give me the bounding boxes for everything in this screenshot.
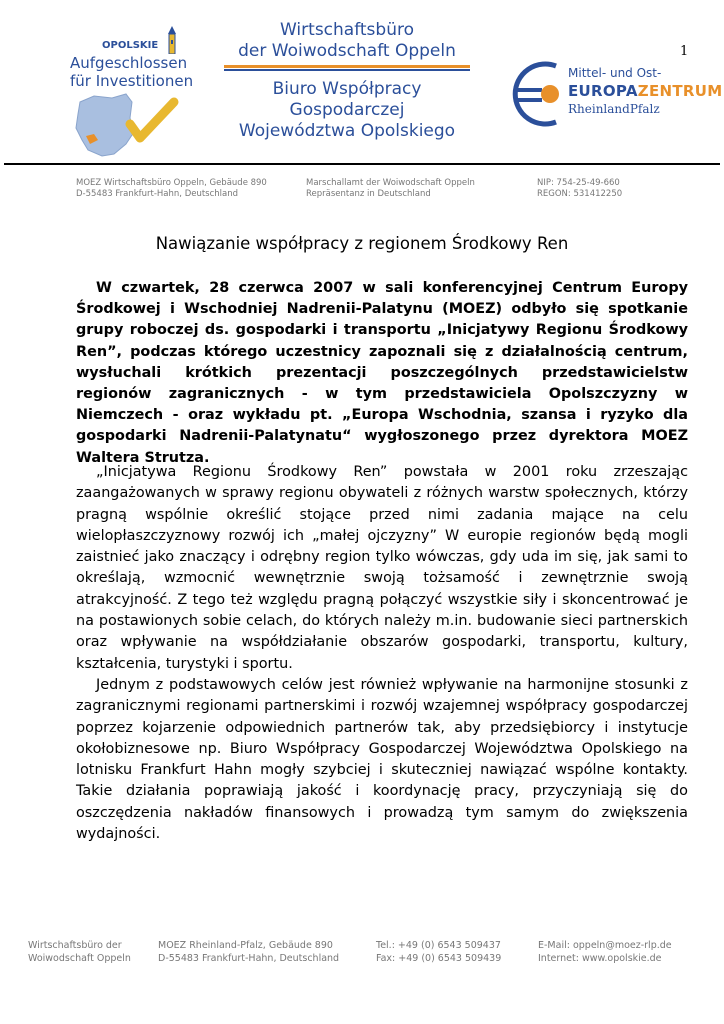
footer-line: Woiwodschaft Oppeln [28,952,131,964]
page-number: 1 [680,44,689,59]
header-address-line: Repräsentanz in Deutschland [306,189,431,199]
office-title-line-3: Biuro Współpracy Gospodarczej [272,79,422,120]
opolskie-tagline [70,54,230,90]
header-address-line: MOEZ Wirtschaftsbüro Oppeln, Gebäude 890 [76,178,267,188]
opolskie-logo [60,20,220,160]
body-paragraph-2: Jednym z podstawowych celów jest również wpływanie na harmonijne stosunki z zagranicznymi regionami partnerskimi i rozwój wzajemnej współpracy gospodarczej poprzez kojarzenie odpowiednich partnerów tak, aby przedsiębiorcy i instytucje okołobiznesowe np. Biuro Współpracy Gospodarczej Województwa Opolskiego na lotnisku Frankfurt Hahn mogły szybciej i skuteczniej nawiązać wspólne kontakty. Takie działania poprawiają jakość i koordynację pracy, przyczyniają się do oszczędzenia nakładów finansowych i prowadzą tym samym do zwiększenia wydajności. [76,676,688,843]
zentrum-word: ZENTRUM [637,82,723,100]
header-address-col-2 [306,178,475,200]
footer-line: Tel.: +49 (0) 6543 509437 [376,940,501,951]
footer-line: D-55483 Frankfurt-Hahn, Deutschland [158,952,340,964]
header-address-line: NIP: 754-25-49-660 [537,178,620,188]
office-title-line-4: Województwa Opolskiego [238,121,456,141]
lead-paragraph: W czwartek, 28 czerwca 2007 w sali konferencyjnej Centrum Europy Środkowej i Wschodniej Nadrenii-Palatynu (MOEZ) odbyło się spotkanie grupy roboczej ds. gospodarki i transportu „Inicjatywy Regionu Środkowy Ren”, podczas którego uczestnicy zapoznali się z działalnością centrum, wysłuchali krótkich prezentacji poszczególnych przedstawicielstw regionów zagranicznych - w tym przedstawiciela Opolszczyzny w Niemczech - oraz wykładu pt. „Europa Wschodnia, szansa i ryzyko dla gospodarki Nadrenii-Palatynatu“ wygłoszonego przez dyrektora MOEZ Waltera Strutza. [76,280,688,466]
footer-col-1 [28,940,131,965]
opolskie-brand: OPOLSKIE [102,40,159,51]
orange-divider [224,65,470,68]
header-address-line: REGON: 531412250 [537,189,623,199]
footer-website: Internet: www.opolskie.de [538,952,662,964]
europazentrum-tag-2 [568,82,722,100]
header-address-col-3 [537,178,622,200]
euro-circle-icon [512,58,566,130]
tower-icon [166,26,178,54]
footer-line: Wirtschaftsbüro der [28,940,122,951]
tagline-line-2: für Investitionen [70,72,194,90]
footer-col-3 [376,940,501,965]
header-address-col-1 [76,178,267,200]
header-divider [4,163,720,165]
footer-col-2 [158,940,339,965]
footer-email: E-Mail: oppeln@moez-rlp.de [538,940,672,951]
poland-map-icon [74,92,184,160]
europazentrum-tag-3: RheinlandPfalz [568,102,660,116]
europazentrum-logo [512,58,723,130]
document-title: Nawiązanie współpracy z regionem Środkowy Ren [155,234,569,253]
blue-divider [224,69,470,71]
europa-word: EUROPA [568,82,638,100]
footer-col-4 [538,940,672,965]
footer-line: MOEZ Rheinland-Pfalz, Gebäude 890 [158,940,333,951]
header-address-line: Marschallamt der Woiwodschaft Oppeln [306,178,475,188]
body-text [76,462,688,845]
body-paragraph-1: „Inicjatywa Regionu Środkowy Ren” powstała w 2001 roku zrzeszając zaangażowanych w sprawy regionu obywateli z różnych warstw społecznych, którzy pragną wspólnie określić stojące przed nimi zadania mające na celu wielopłaszczyznowy rozwój ich „małej ojczyzny” W europie regionów będą mogli zaistnieć jako znaczący i odrębny region tylko wówczas, gdy uda im się, jak sami to określają, wzmocnić wewnętrznie swoją tożsamość i zewnętrznie swoją atrakcyjność. Z tego też względu pragną połączyć wszystkie siły i skoncentrować je na postawionych sobie celach, do których należy m.in. budowanie sieci partnerskich oraz wpływanie na współdziałanie obszarów gospodarki, transportu, kultury, kształcenia, turystyki i sportu. [76,464,688,672]
tagline-line-1: Aufgeschlossen [70,54,188,72]
europazentrum-tag-1: Mittel- und Ost- [568,66,662,80]
office-title-logo [222,20,472,142]
header-address-line: D-55483 Frankfurt-Hahn, Deutschland [76,189,239,199]
footer-line: Fax: +49 (0) 6543 509439 [376,952,502,964]
office-title-line-2: der Woiwodschaft Oppeln [238,41,456,61]
office-title-line-1: Wirtschaftsbüro [280,20,414,40]
